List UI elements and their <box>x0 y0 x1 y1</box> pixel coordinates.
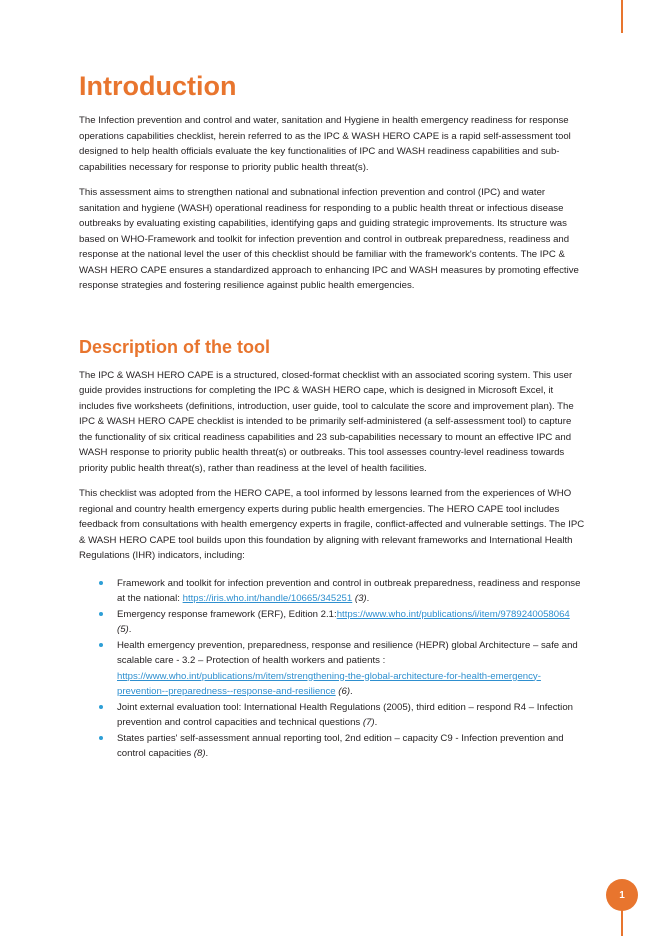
intro-paragraph-1: The Infection prevention and control and water, sanitation and Hygiene in health emergency readiness for response operations capabilities checklist, herein referred to as the IPC & WASH HERO CAPE is a rapid self-assessment tool designed to help health officials evaluate the key functionalities of IPC and WASH readiness capabilities and sub-capabilities necessary for response to priority public health threat(s). <box>79 115 571 173</box>
list-item-text: Joint external evaluation tool: International Health Regulations (2005), third edition – respond R4 – Infection prevention and control capacities and technical questions <box>117 701 573 728</box>
bottom-accent-rule <box>621 910 623 936</box>
list-item-citation: (6) <box>335 686 351 697</box>
bullet-icon <box>99 612 103 616</box>
list-item-end: . <box>366 593 370 604</box>
list-item-text: Framework and toolkit for infection prevention and control in outbreak preparedness, readiness and response at the national: <box>117 577 581 604</box>
list-item-text: Emergency response framework (ERF), Edition 2.1: <box>117 608 337 620</box>
description-paragraph-1: The IPC & WASH HERO CAPE is a structured, closed-format checklist with an associated scoring system. This user guide provides instructions for completing the IPC & WASH HERO cape, which is designed in Microsoft Excel, it includes five worksheets (definitions, introduction, user guide, tool to calculate the score and improvement plan). The IPC & WASH HERO CAPE checklist is intended to be primarily self-administered (a self-assessment tool) to capture the functionality of six critical readiness capabilities and 23 sub-capabilities necessary to mount an effective IPC and WASH response to priority public health threat(s) or outbreaks. This tool assesses country-level readiness towards priority public health threat(s), rather than readiness at the level of health facilities. <box>79 369 574 474</box>
page-number-badge: 1 <box>606 879 638 911</box>
list-item-text: States parties' self-assessment annual reporting tool, 2nd edition – capacity C9 - Infection prevention and control capacities <box>117 732 564 759</box>
list-item-end: . <box>205 748 209 759</box>
list-item-end: . <box>128 624 132 635</box>
list-item-link[interactable]: https://www.who.int/publications/i/item/9789240058064 <box>336 608 570 620</box>
list-item-citation: (5) <box>117 624 129 635</box>
bullet-icon <box>99 736 103 740</box>
list-item <box>117 731 585 762</box>
framework-list <box>79 576 585 762</box>
list-item <box>117 576 585 607</box>
bullet-icon <box>99 643 103 647</box>
top-accent-rule <box>621 0 623 33</box>
list-item-link[interactable]: https://www.who.int/publications/m/item/strengthening-the-global-architecture-for-health-emergency-prevention--preparedness--response-and-resilience <box>117 670 541 697</box>
list-item-end: . <box>374 717 378 728</box>
list-item <box>117 700 585 731</box>
description-heading: Description of the tool <box>79 336 270 357</box>
bullet-icon <box>99 705 103 709</box>
list-item-citation: (3) <box>352 593 367 604</box>
page-content <box>79 68 585 762</box>
list-item-link[interactable]: https://iris.who.int/handle/10665/345251 <box>182 593 353 604</box>
list-item-citation: (8) <box>191 748 206 759</box>
list-item-end: . <box>350 686 353 697</box>
list-item <box>117 607 585 638</box>
bullet-icon <box>99 581 103 585</box>
intro-paragraph-2: This assessment aims to strengthen national and subnational infection prevention and control (IPC) and water sanitation and hygiene (WASH) operational readiness for responding to a public health threat or infectious disease outbreaks by evaluating existing capabilities, identifying gaps and guiding strategic improvements. Its structure was based on WHO-Framework and toolkit for infection prevention and control in outbreak preparedness, readiness and response at the national level the user of this checklist should be familiar with the framework's contents. The IPC & WASH HERO CAPE ensures a standardized approach to enhancing IPC and WASH measures by promoting effective response strategies and fostering resilience against public health emergencies. <box>79 187 579 291</box>
intro-heading: Introduction <box>79 71 237 101</box>
description-paragraph-2: This checklist was adopted from the HERO CAPE, a tool informed by lessons learned from the experiences of WHO regional and country health emergency experts during public health emergencies. The HERO CAPE tool includes feedback from consultations with health emergency experts in fragile, conflict-affected and vulnerable settings. The IPC & WASH HERO CAPE tool builds upon this foundation by aligning with relevant frameworks and International Health Regulations (IHR) indicators, including: <box>79 488 585 561</box>
list-item-text: Health emergency prevention, preparedness, response and resilience (HEPR) global Architecture – safe and scalable care - 3.2 – Protection of health workers and patients : <box>117 639 578 666</box>
list-item-citation: (7) <box>360 717 375 728</box>
list-item <box>117 638 585 700</box>
